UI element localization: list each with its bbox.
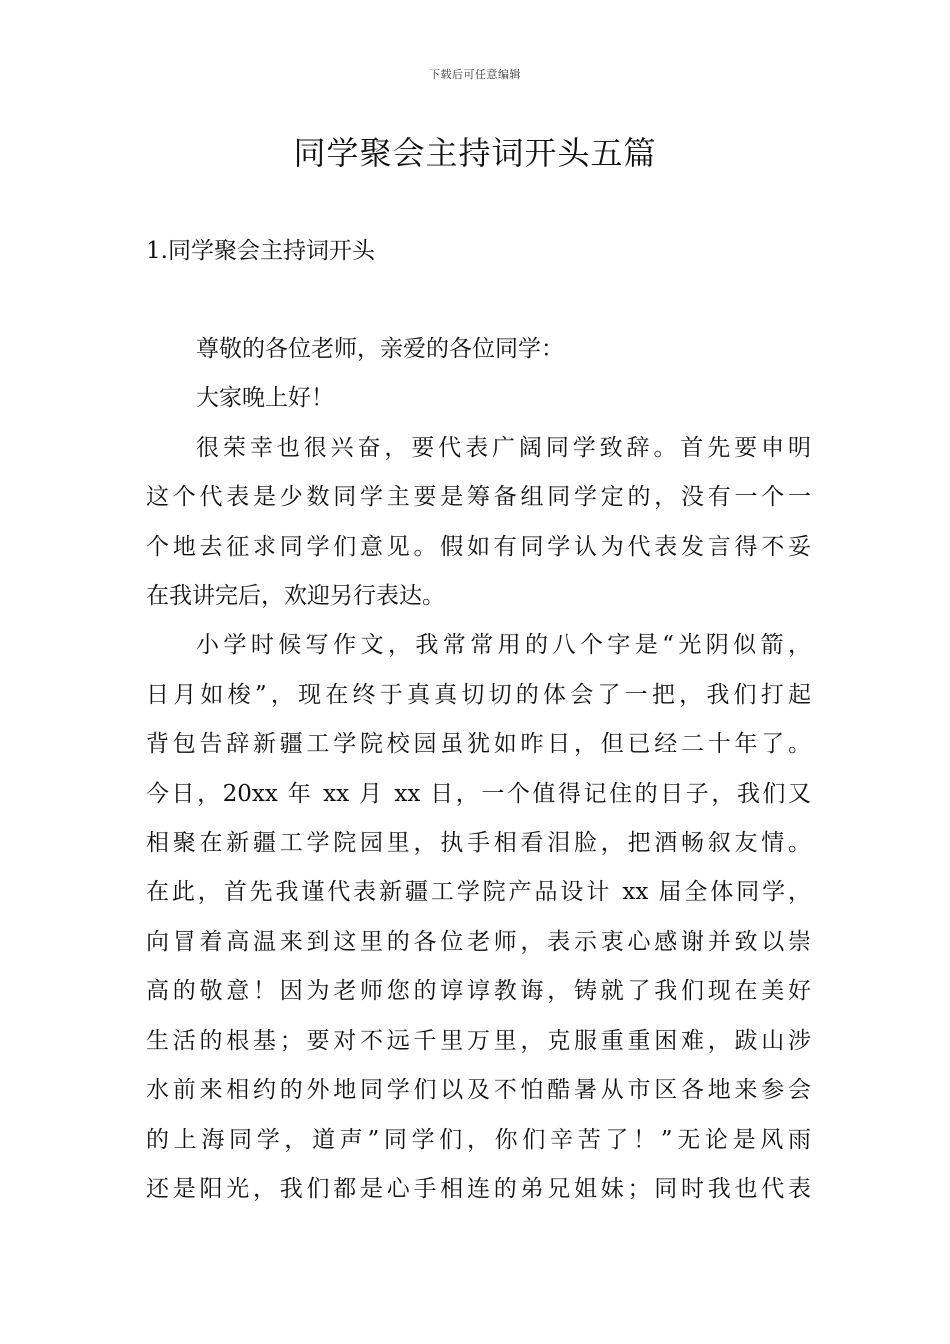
body-line: 今日，20xx 年 xx 月 xx 日，一个值得记住的日子，我们又 xyxy=(146,780,811,807)
body-line: 这个代表是少数同学主要是筹备组同学定的，没有一个一 xyxy=(146,484,811,511)
body-line: 大家晚上好！ xyxy=(196,385,334,412)
body-line: 背包告辞新疆工学院校园虽犹如昨日，但已经二十年了。 xyxy=(146,731,811,758)
body-line: 尊敬的各位老师，亲爱的各位同学： xyxy=(196,336,564,362)
body-line: 生活的根基；要对不远千里万里，克服重重困难，跋山涉 xyxy=(146,1027,811,1054)
header-note: 下载后可任意编辑 xyxy=(429,68,521,81)
body-line: 很荣幸也很兴奋，要代表广阔同学致辞。首先要申明 xyxy=(196,434,811,461)
body-line: 还是阳光，我们都是心手相连的弟兄姐妹；同时我也代表 xyxy=(146,1175,811,1202)
body-line: 向冒着高温来到这里的各位老师，表示衷心感谢并致以崇 xyxy=(146,928,811,955)
section-heading: 1.同学聚会主持词开头 xyxy=(146,238,375,264)
body-line: 日月如梭”，现在终于真真切切的体会了一把，我们打起 xyxy=(146,681,811,708)
body-line: 小学时候写作文，我常常用的八个字是“光阴似箭， xyxy=(196,632,811,659)
body-line: 的上海同学，道声”同学们，你们辛苦了！”无论是风雨 xyxy=(146,1126,811,1153)
body-line: 相聚在新疆工学院园里，执手相看泪脸，把酒畅叙友情。 xyxy=(146,830,811,857)
body-line: 个地去征求同学们意见。假如有同学认为代表发言得不妥 xyxy=(146,533,811,560)
document-title: 同学聚会主持词开头五篇 xyxy=(293,134,657,172)
body-line: 在我讲完后，欢迎另行表达。 xyxy=(146,583,445,610)
body-line: 高的敬意！因为老师您的谆谆教诲，铸就了我们现在美好 xyxy=(146,978,811,1005)
body-line: 水前来相约的外地同学们以及不怕酷暑从市区各地来参会 xyxy=(146,1077,811,1104)
body-line: 在此，首先我谨代表新疆工学院产品设计 xx 届全体同学， xyxy=(146,879,811,906)
body-text xyxy=(146,325,811,1214)
